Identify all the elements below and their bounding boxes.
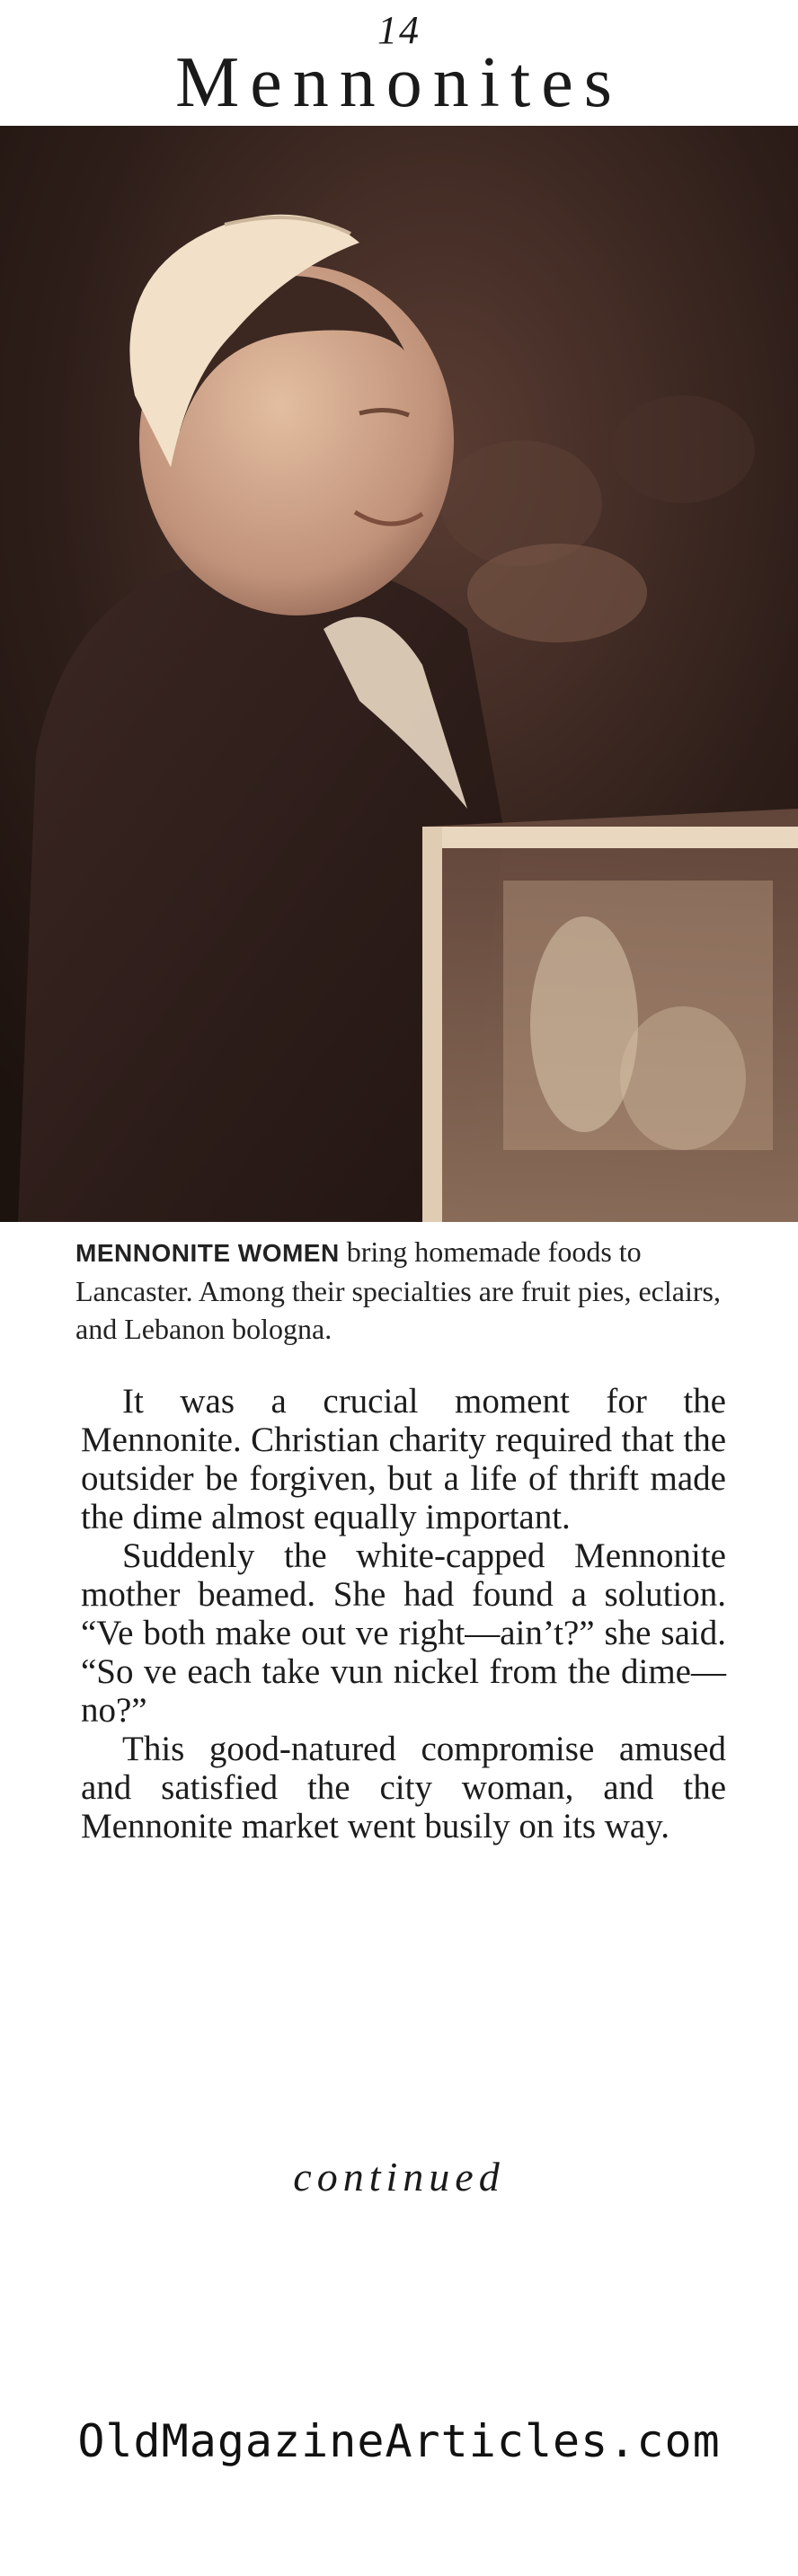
page-title: Mennonites	[175, 43, 623, 122]
site-footer: OldMagazineArticles.com	[77, 2415, 721, 2467]
page-number: 14	[377, 8, 421, 52]
photo-illustration	[0, 126, 798, 1222]
continued-label: continued	[293, 2154, 505, 2200]
photo-caption	[75, 1233, 723, 1348]
caption-text: bring homemade foods to Lancaster. Among their specialties are fruit pies, eclairs, and Lebanon bologna.	[75, 1235, 721, 1345]
article-photo	[0, 126, 798, 1222]
paragraph-3: This good-natured compromise amused and satisfied the city woman, and the Mennonite market went busily on its way.	[81, 1730, 726, 1846]
paragraph-2: Suddenly the white-capped Mennonite mother beamed. She had found a solution. “Ve both make out ve right—ain’t?” she said. “So ve each take vun nickel from the dime—no?”	[81, 1536, 726, 1730]
paragraph-1: It was a crucial moment for the Mennonite. Christian charity required that the outsider be forgiven, but a life of thrift made the dime almost equally important.	[81, 1382, 726, 1536]
article-body	[81, 1382, 726, 1846]
caption-lead: MENNONITE WOMEN	[75, 1239, 340, 1267]
